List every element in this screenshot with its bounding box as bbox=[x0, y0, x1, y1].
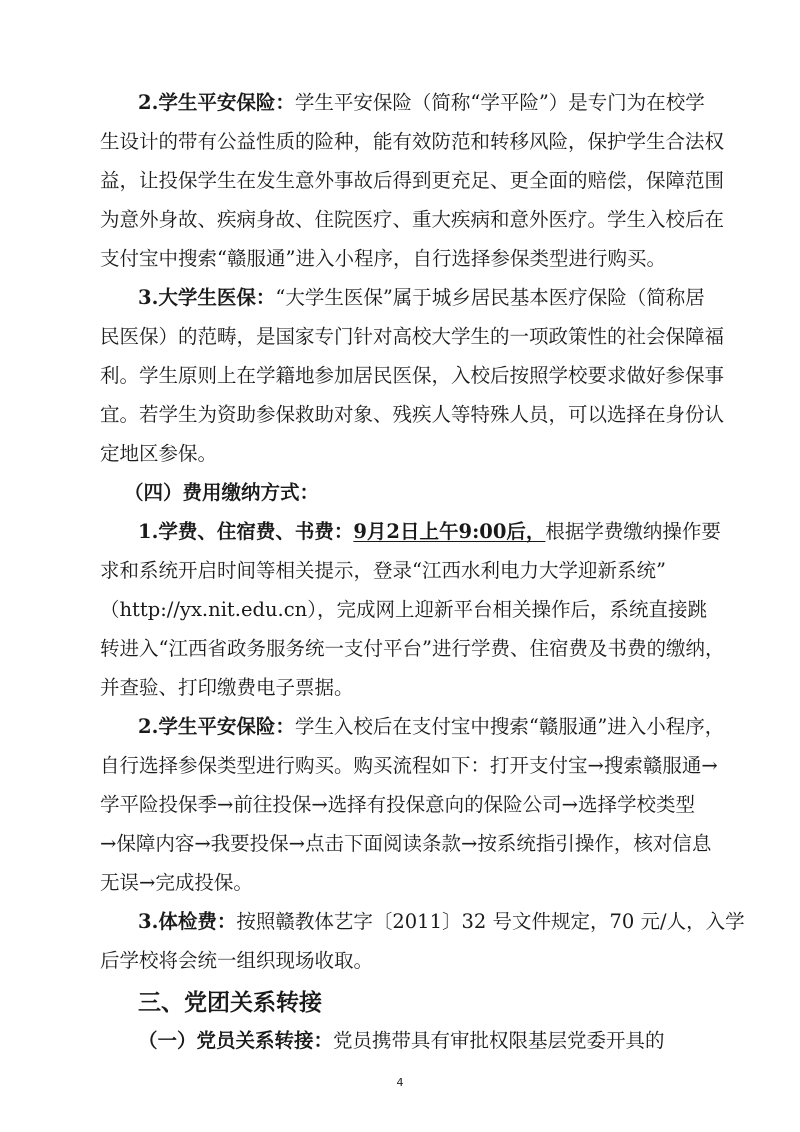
medical-paragraph-line-5: 定地区参保。 bbox=[100, 442, 218, 465]
medical-paragraph-line-4: 宜。若学生为资助参保救助对象、残疾人等特殊人员，可以选择在身份认 bbox=[100, 403, 725, 426]
insurance-paragraph-line-2: 生设计的带有公益性质的险种，能有效防范和转移风险，保护学生合法权 bbox=[100, 130, 725, 153]
insurance-label: 2.学生平安保险： bbox=[138, 91, 295, 114]
insurance-pay-label: 2.学生平安保险： bbox=[138, 715, 295, 738]
tuition-paragraph-line-2: 求和系统开启时间等相关提示，登录“江西水利电力大学迎新系统” bbox=[100, 559, 666, 582]
tuition-paragraph-line-4: 转进入“江西省政务服务统一支付平台”进行学费、住宿费及书费的缴纳， bbox=[100, 637, 725, 660]
section-three-title: 三、党团关系转接 bbox=[138, 989, 322, 1016]
insurance-paragraph-line-3: 益，让投保学生在发生意外事故后得到更充足、更全面的赔偿，保障范围 bbox=[100, 169, 725, 192]
medical-paragraph-line-1 bbox=[0, 283, 800, 313]
insurance-pay-text: 学生入校后在支付宝中搜索“赣服通”进入小程序， bbox=[294, 715, 725, 738]
tuition-label: 1.学费、住宿费、书费： bbox=[138, 520, 354, 543]
insurance-text: 学生平安保险（简称“学平险”）是专门为在校学 bbox=[294, 91, 705, 114]
insurance-paragraph-line-1 bbox=[0, 88, 800, 118]
tuition-paragraph-line-5: 并查验、打印缴费电子票据。 bbox=[100, 676, 354, 699]
medical-paragraph-line-3: 利。学生原则上在学籍地参加居民医保，入校后按照学校要求做好参保事 bbox=[100, 364, 725, 387]
exam-text: 按照赣教体艺字〔2011〕32 号文件规定，70 元/人，入学 bbox=[236, 910, 745, 933]
party-label: （一）党员关系转接： bbox=[138, 1029, 334, 1052]
payment-heading: （四）费用缴纳方式： bbox=[124, 481, 320, 504]
page-number: 4 bbox=[396, 1076, 404, 1089]
insurance-pay-paragraph-line-4: →保障内容→我要投保→点击下面阅读条款→按系统指引操作，核对信息 bbox=[100, 832, 712, 855]
medical-paragraph-line-2: 民医保）的范畴，是国家专门针对高校大学生的一项政策性的社会保障福 bbox=[100, 325, 725, 348]
exam-label: 3.体检费： bbox=[138, 910, 237, 933]
insurance-paragraph-line-5: 支付宝中搜索“赣服通”进入小程序，自行选择参保类型进行购买。 bbox=[100, 247, 666, 270]
medical-text: “大学生医保”属于城乡居民基本医疗保险（简称居 bbox=[275, 286, 705, 309]
tuition-text: 根据学费缴纳操作要 bbox=[545, 520, 721, 543]
medical-label: 3.大学生医保： bbox=[138, 286, 276, 309]
exam-paragraph-line-2: 后学校将会统一组织现场收取。 bbox=[100, 949, 374, 972]
tuition-paragraph-line-1 bbox=[0, 517, 800, 547]
tuition-paragraph-line-3: （http://yx.nit.edu.cn），完成网上迎新平台相关操作后，系统直接跳 bbox=[100, 598, 707, 621]
insurance-pay-paragraph-line-2: 自行选择参保类型进行购买。购买流程如下：打开支付宝→搜索赣服通→ bbox=[100, 754, 718, 777]
party-text: 党员携带具有审批权限基层党委开具的 bbox=[333, 1029, 665, 1052]
insurance-pay-paragraph-line-3: 学平险投保季→前往投保→选择有投保意向的保险公司→选择学校类型 bbox=[100, 793, 696, 816]
exam-paragraph-line-1 bbox=[0, 907, 800, 937]
insurance-pay-paragraph-line-1 bbox=[0, 712, 800, 742]
party-paragraph-line-1 bbox=[0, 1026, 800, 1056]
insurance-pay-paragraph-line-5: 无误→完成投保。 bbox=[100, 871, 253, 894]
tuition-time: 9月2日上午9:00后， bbox=[353, 520, 546, 543]
insurance-paragraph-line-4: 为意外身故、疾病身故、住院医疗、重大疾病和意外医疗。学生入校后在 bbox=[100, 208, 725, 231]
